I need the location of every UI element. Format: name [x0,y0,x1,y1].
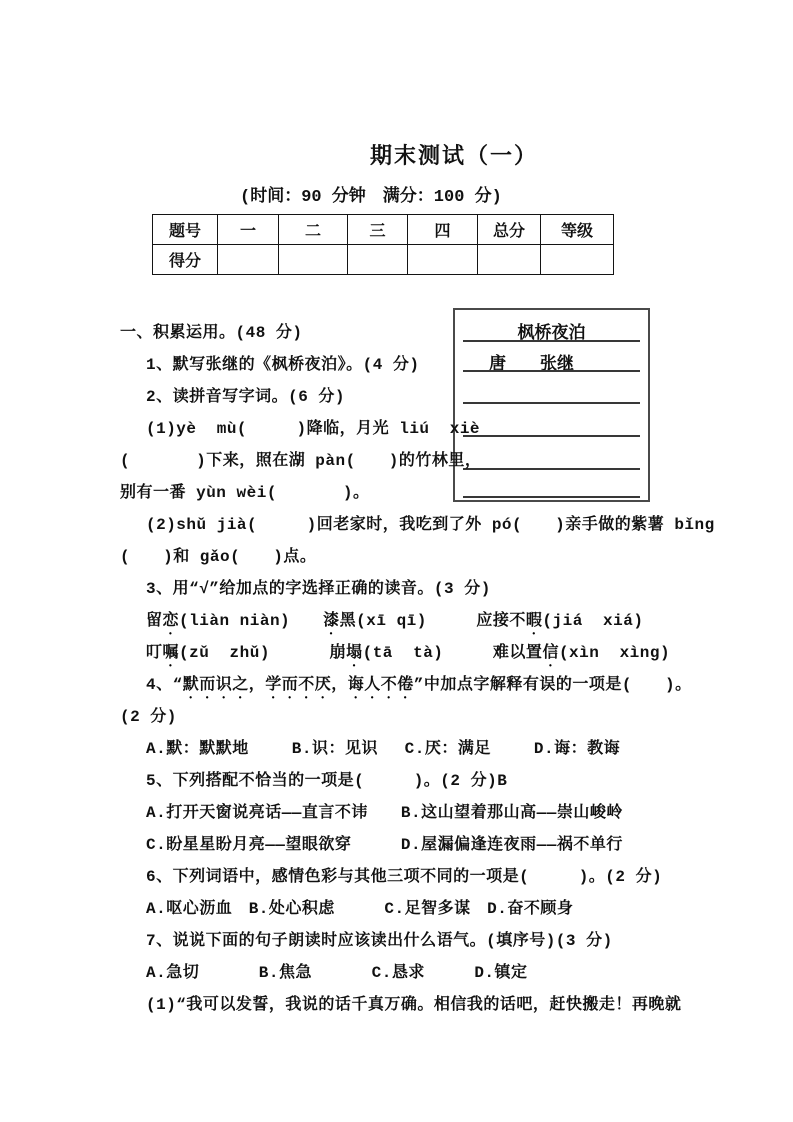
dotted-text: 学而不厌 [265,676,332,694]
text-line [120,573,770,605]
text-line [120,541,770,573]
dotted-text: 信 [542,644,559,662]
text-segment: (tā tà) [362,644,493,662]
score-table-score-row [153,245,614,275]
text-segment: (1)“我可以发誓，我说的话千真万确。相信我的话吧，赶快搬走！再晚就 [146,996,682,1014]
text-line [120,925,770,957]
text-line [120,733,770,765]
score-table-header-row [153,215,614,245]
score-table [152,214,614,275]
text-segment: 4、“ [146,676,183,694]
score-cell-empty [478,245,541,275]
text-segment: 崩 [329,644,347,662]
text-line [120,509,770,541]
text-line [120,669,770,701]
dotted-text: 恋 [162,612,180,630]
text-line [120,349,770,381]
text-segment: 2、读拼音写字词。(6 分) [146,388,346,406]
dotted-text: 塌 [346,644,363,662]
score-cell-empty [348,245,408,275]
score-cell-empty [279,245,348,275]
text-line [120,957,770,989]
text-line [120,637,770,669]
text-segment: 5、下列搭配不恰当的一项是( )。(2 分)B [146,772,508,790]
text-segment: 叮 [146,644,163,662]
text-segment: (liàn niàn) [179,612,324,630]
text-line [120,861,770,893]
text-segment: C.盼星星盼月亮——望眼欲穿 D.屋漏偏逢连夜雨——祸不单行 [146,836,623,854]
score-table-header-cell: 四 [408,215,478,245]
dotted-text: 漆 [323,612,340,630]
dotted-text: 诲人不倦 [347,676,414,694]
text-line [120,477,770,509]
score-row-label: 得分 [153,245,218,275]
text-line [120,797,770,829]
page-subtitle: (时间：90 分钟 满分：100 分) [240,188,502,207]
body-lines [120,317,770,1021]
text-segment: ， [331,676,348,694]
page-title: 期末测试（一） [370,145,539,170]
score-table-header-cell: 题号 [153,215,218,245]
score-table-header-cell: 三 [348,215,408,245]
text-segment: ( )下来，照在湖 pàn( )的竹林里， [120,452,482,470]
poem-title: 枫桥夜泊 [517,325,586,344]
score-cell-empty [541,245,614,275]
text-segment: 6、下列词语中，感情色彩与其他三项不同的一项是( )。(2 分) [146,868,663,886]
score-cell-empty [408,245,478,275]
text-segment: ( )和 gǎo( )点。 [120,548,317,566]
text-segment: 难以置 [492,644,543,662]
score-table-header-cell: 等级 [541,215,614,245]
text-segment: A.默：默默地 B.识：见识 C.厌：满足 D.诲：教诲 [146,740,621,758]
text-segment: (jiá xiá) [542,612,644,630]
dotted-text: 暇 [525,612,543,630]
text-line [120,893,770,925]
text-segment: (1)yè mù( )降临，月光 liú xiè [146,420,481,438]
text-segment: 3、用“√”给加点的字选择正确的读音。(3 分) [146,580,491,598]
text-segment: A.呕心沥血 B.处心积虑 C.足智多谋 D.奋不顾身 [146,900,574,918]
text-segment: 7、说说下面的句子朗读时应该读出什么语气。(填序号)(3 分) [146,932,613,950]
text-segment: (zǔ zhǔ) [179,644,330,662]
text-line [120,605,770,637]
text-line [120,317,770,349]
score-table-header-cell: 二 [279,215,348,245]
text-segment: 一、积累运用。(48 分) [120,324,303,342]
dotted-text: 嘱 [162,644,180,662]
text-segment: A.急切 B.焦急 C.恳求 D.镇定 [146,964,528,982]
dotted-text: 默而识之 [182,676,249,694]
text-line [120,765,770,797]
text-segment: ”中加点字解释有误的一项是( )。 [413,676,692,694]
text-line [120,381,770,413]
text-line [120,701,770,733]
text-segment: 留 [146,612,163,630]
text-line [120,829,770,861]
text-segment: (2)shǔ jià( )回老家时，我吃到了外 pó( )亲手做的紫薯 bǐng [146,516,715,534]
score-table-header-cell: 一 [218,215,279,245]
text-segment: ， [248,676,266,694]
text-line [120,413,770,445]
score-cell-empty [218,245,279,275]
text-line [120,989,770,1021]
score-table-header-cell: 总分 [478,215,541,245]
text-line [120,445,770,477]
text-segment: 黑(xī qī) [339,612,477,630]
text-segment: 1、默写张继的《枫桥夜泊》。(4 分) [146,356,420,374]
text-segment: (2 分) [120,708,177,726]
text-segment: 别有一番 yùn wèi( )。 [120,484,370,502]
text-segment: 应接不 [476,612,526,630]
text-segment: A.打开天窗说亮话——直言不讳 B.这山望着那山高——崇山峻岭 [146,804,623,822]
poem-author: 唐 张继 [489,356,574,375]
text-segment: (xìn xìng) [558,644,671,662]
